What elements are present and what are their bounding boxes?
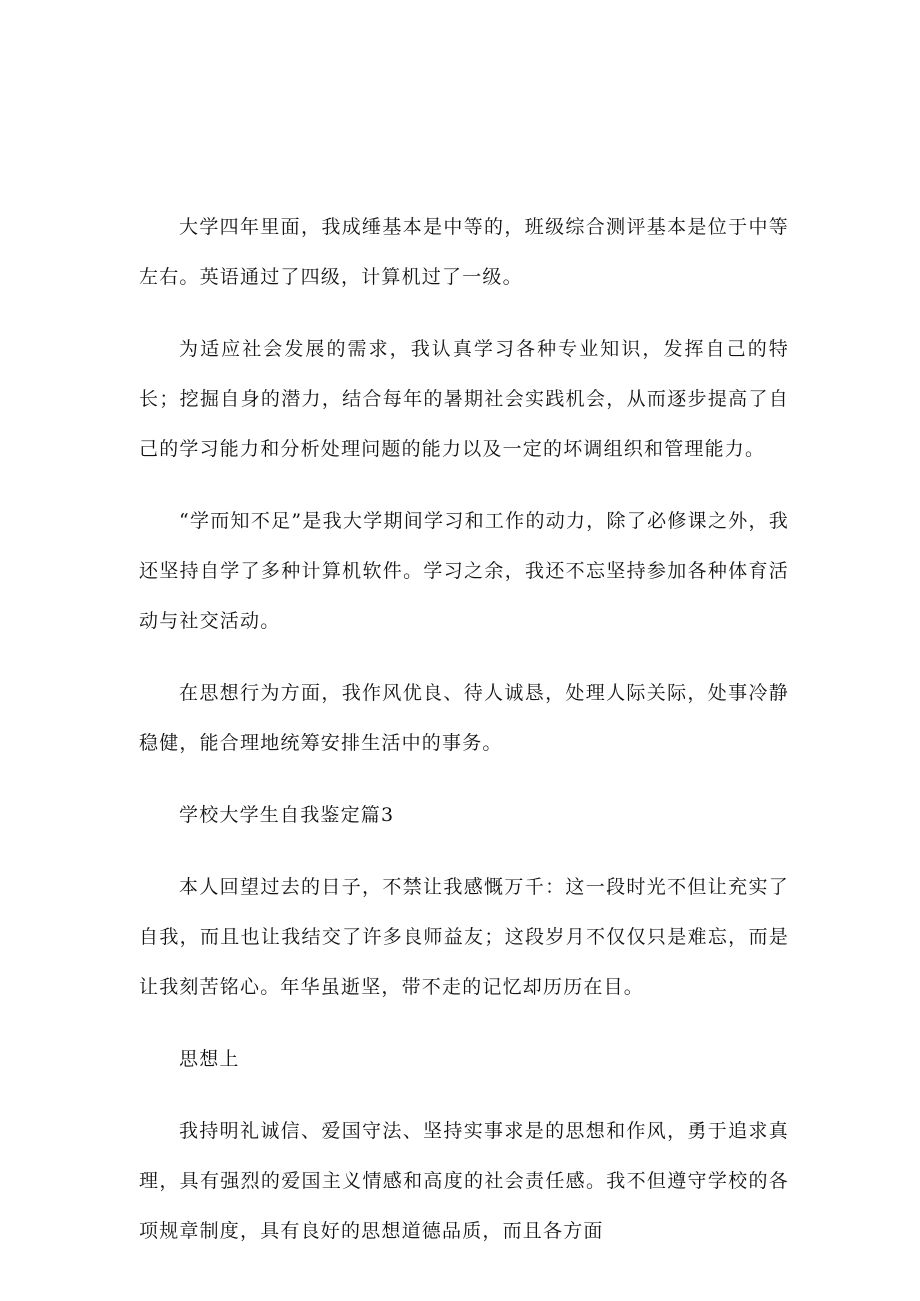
paragraph-ideology: 我持明礼诚信、爱国守法、坚持实事求是的思想和作风，勇于追求真理，具有强烈的爱国主义情感和高度的社会责任感。我不但遵守学校的各项规章制度，具有良好的思想道德品质，而且各方面: [139, 1120, 789, 1242]
paragraph-reflection: 本人回望过去的日子，不禁让我感慨万千：这一段时光不但让充实了自我，而且也让我结交了许多良师益友；这段岁月不仅仅只是难忘，而是让我刻苦铭心。年华虽逝坚，带不走的记忆却历历在目。: [139, 876, 789, 998]
paragraph-self-study: “学而知不足”是我大学期间学习和工作的动力，除了必修课之外，我还坚持自学了多种计算机软件。学习之余，我还不忘坚持参加各种体育活动与社交活动。: [139, 510, 789, 632]
paragraph-study-ability: 为适应社会发展的需求，我认真学习各种专业知识，发挥自己的特长；挖掘自身的潜力，结合每年的暑期社会实践机会，从而逐步提高了自己的学习能力和分析处理问题的能力以及一定的坏调组织和管理能力。: [139, 338, 789, 460]
section-title: 学校大学生自我鉴定篇3: [179, 804, 395, 826]
document-body: [139, 202, 789, 1278]
subsection-title-thought: 思想上: [179, 1048, 240, 1070]
paragraph-conduct: 在思想行为方面，我作风优良、待人诚恳，处理人际关际，处事冷静稳健，能合理地统筹安排生活中的事务。: [139, 682, 789, 754]
paragraph-grades: 大学四年里面，我成缍基本是中等的，班级综合测评基本是位于中等左右。英语通过了四级，计算机过了一级。: [139, 216, 789, 288]
